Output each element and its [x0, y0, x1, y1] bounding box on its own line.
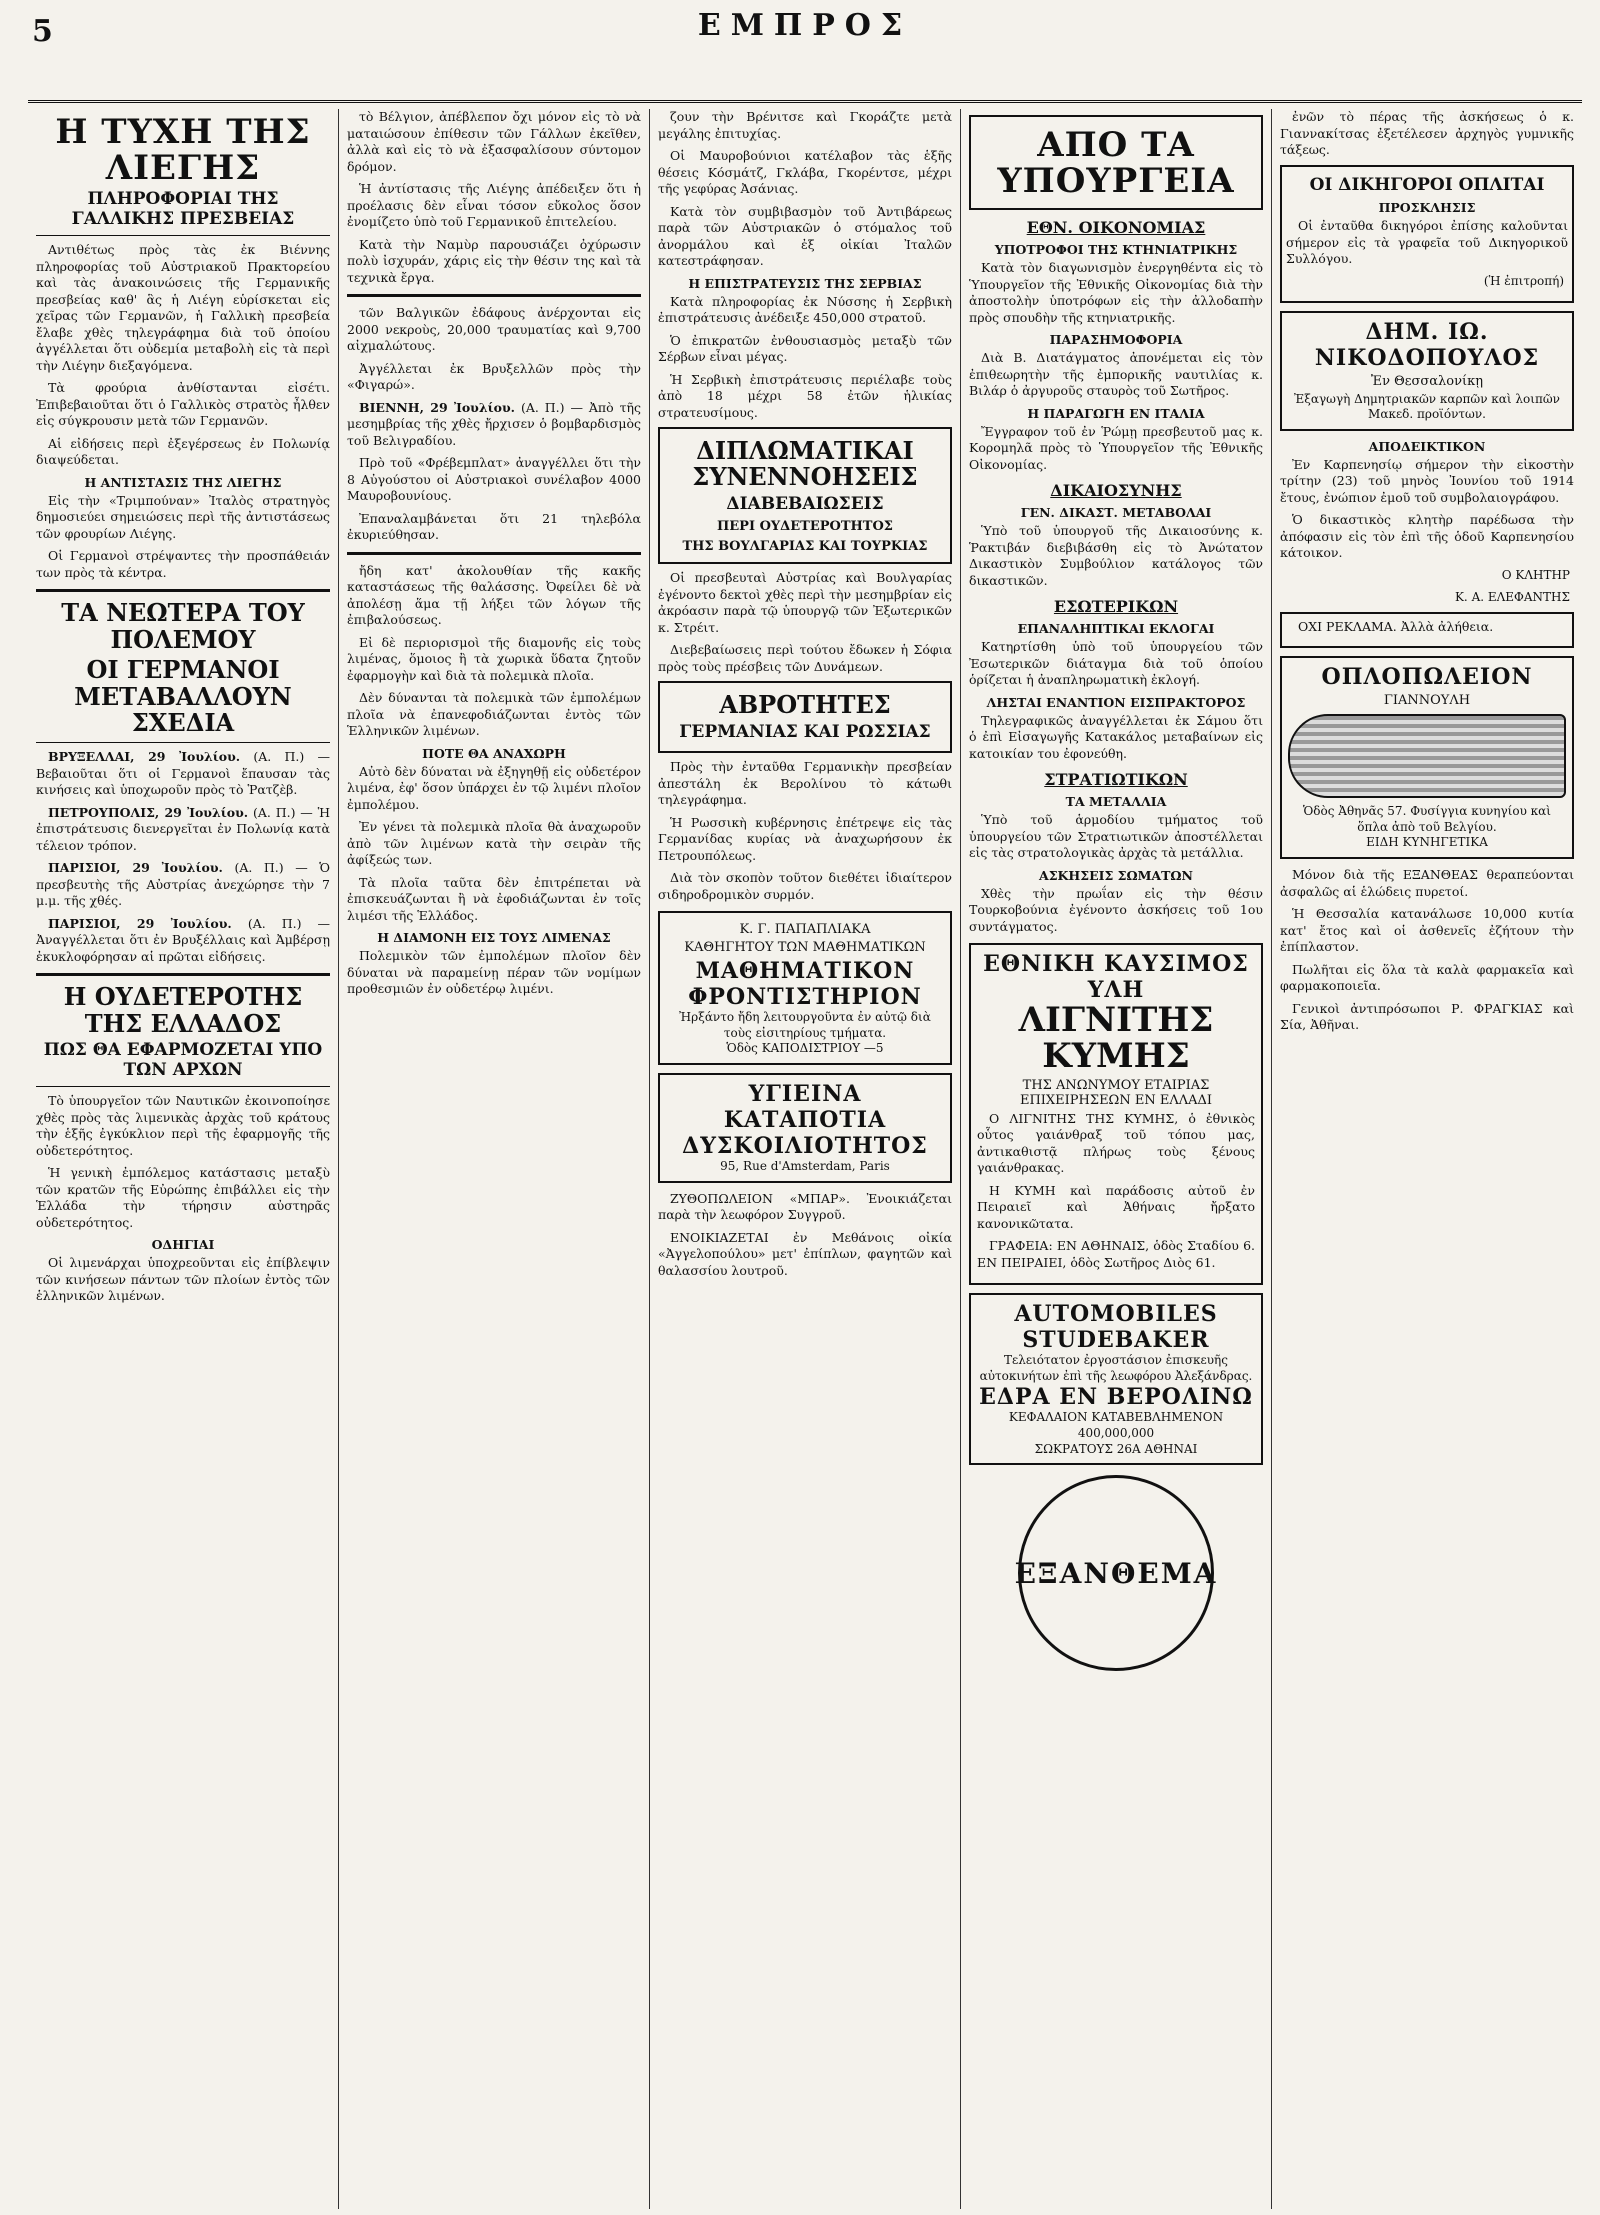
dateline: ΠΑΡΙΣΙΟΙ, 29 Ἰουλίου. [48, 915, 232, 931]
ad-sub: ΓΙΑΝΝΟΥΛΗ [1383, 693, 1471, 709]
headline-fate-of-liege: Η ΤΥΧΗ ΤΗΣ ΛΙΕΓΗΣ [55, 112, 311, 188]
ad-sub: ΤΗΣ ΑΝΩΝΥΜΟΥ ΕΤΑΙΡΙΑΣ ΕΠΙΧΕΙΡΗΣΕΩΝ ΕΝ ΕΛΛΑΔΙ [1019, 1077, 1213, 1108]
column-4 [961, 109, 1272, 2209]
ad-title: ΔΥΣΚΟΙΛΙΟΤΗΤΟΣ [682, 1133, 928, 1160]
section-label: ΕΣΩΤΕΡΙΚΩΝ [1053, 597, 1179, 617]
ad-address: Ὁδὸς ΚΑΠΟΔΙΣΤΡΙΟΥ —5 [726, 1041, 884, 1056]
article-text: Ἡ Θεσσαλία κατανάλωσε 10,000 κυτία κατ' ἔτος καὶ οἱ ἀσθενεῖς ἐζήτουν τὴν ἐπίπλαστον. [1280, 906, 1574, 955]
subsection-head: ΠΟΤΕ ΘΑ ΑΝΑΧΩΡΗ [422, 745, 566, 761]
dateline: ΠΑΡΙΣΙΟΙ, 29 Ἰουλίου. [48, 860, 223, 876]
ad-studebaker [969, 1293, 1263, 1465]
article-text: Ἡ ἀντίστασις τῆς Λιέγης ἀπέδειξεν ὅτι ἡ προέλασις δὲν εἶναι τόσον εὔκολος ὅσον ἐνομίζετο ὑπὸ τοῦ Γερμανικοῦ ἐπιτελείου. [347, 181, 641, 229]
article-text: ἤδη κατ' ἀκολουθίαν τῆς κακῆς καταστάσεως τῆς θαλάσσης. Ὀφείλει δὲ νὰ ἀπολέσῃ ἅμα τῇ λήξει τῶν λόγων τῆς ἐπιβαλούσεως. [347, 562, 641, 627]
article-text: Ὑπὸ τοῦ ὑπουργοῦ τῆς Δικαιοσύνης κ. Ῥακτιβάν διεβιβάσθη εἰς τὸ Ἀνώτατον Δικαστικὸν Συμβούλιον κατάλογος τῶν δικαστικῶν. [969, 523, 1263, 588]
subsection-head: ΟΔΗΓΙΑΙ [151, 1237, 215, 1253]
ad-title: AUTOMOBILES STUDEBAKER [1014, 1301, 1218, 1354]
ad-pills [658, 1073, 952, 1183]
article-text: Πρὸς τὴν ἐνταῦθα Γερμανικὴν πρεσβείαν ἀπεστάλη ἐκ Βερολίνου τὸ κάτωθι τηλεγράφημα. [658, 759, 952, 808]
article-text: Αντιθέτως πρὸς τὰς ἐκ Βιέννης πληροφορίας τοῦ Αὐστριακοῦ Πρακτορείου καὶ τὰς ἀνακοινώσεις τῆς Γερμανικῆς πρεσβείας καθ' ἃς ἡ Λιέγη εὑρίσκεται εἰς χεῖρας τῶν Γερμανῶν, ἡ Γαλλικὴ πρεσβεία ἔλαβε χθὲς τηλεγράφημα διὰ τοῦ ὁποίου ἀγγέλλεται ὅτι οὐδεμία μεταβολὴ εἰς τὰ περὶ τὴν Λιέγην διεξαγόμενα. [36, 242, 330, 373]
ad-foot: ΕΙΔΗ ΚΥΝΗΓΕΤΙΚΑ [1366, 835, 1488, 850]
article-text: Χθὲς τὴν πρωΐαν εἰς τὴν θέσιν Τουρκοβούνια ἐγένοντο ἀσκήσεις τοῦ 1ου συντάγματος. [969, 885, 1263, 934]
headline-greek-neutrality: Η ΟΥΔΕΤΕΡΟΤΗΣ ΤΗΣ ΕΛΛΑΔΟΣ [63, 982, 303, 1038]
article-text: Ὁ ἐπικρατῶν ἐνθουσιασμὸς μεταξὺ τῶν Σέρβων εἶναι μέγας. [658, 332, 952, 364]
notice-title: ΟΙ ΔΙΚΗΓΟΡΟΙ ΟΠΛΙΤΑΙ [1309, 174, 1545, 195]
subheadline: ΔΙΑΒΕΒΑΙΩΣΕΙΣ [726, 493, 884, 514]
notice-box [1280, 165, 1574, 303]
headline-courtesies: ΑΒΡΟΤΗΤΕΣ [719, 690, 891, 720]
headline-box [658, 681, 952, 753]
notice-sub: ΠΡΟΣΚΛΗΣΙΣ [1378, 200, 1476, 216]
notice-box [1280, 612, 1574, 649]
ad-sub: Ἐν Θεσσαλονίκῃ [1370, 373, 1484, 389]
classified: ΖΥΘΟΠΩΛΕΙΟΝ «ΜΠΑΡ». Ἐνοικιάζεται παρὰ τὴν λεωφόρον Συγγροῦ. [658, 1190, 952, 1223]
article-text: Οἱ πρεσβευταὶ Αὐστρίας καὶ Βουλγαρίας ἐγένοντο δεκτοὶ χθὲς περὶ τὴν μεσημβρίαν εἰς ἀκρόασιν παρὰ τῷ ὑπουργῷ τῶν Ἐξωτερικῶν κ. Στρέιτ. [658, 570, 952, 635]
ad-title: ΕΘΝΙΚΗ ΚΑΥΣΙΜΟΣ ΥΛΗ [983, 951, 1249, 1004]
ad-lignite [969, 943, 1263, 1285]
article-text: Ὁ δικαστικὸς κλητὴρ παρέδωσα τὴν ἀπόφασιν εἰς τὸν ἐπὶ τῆς ὁδοῦ Καρπενησίου κάτοικον. [1280, 512, 1574, 561]
article-text: Τὸ ὑπουργεῖον τῶν Ναυτικῶν ἐκοινοποίησε χθὲς πρὸς τὰς λιμενικὰς ἀρχὰς τοῦ κράτους τὴν ἑξῆς ἐγκύκλιον περὶ τῆς ἐφαρμογῆς τῆς οὐδετερότητος. [36, 1093, 330, 1158]
ad-title: ΕΔΡΑ ΕΝ ΒΕΡΟΛΙΝΩ [979, 1384, 1253, 1411]
subsection-head: ΑΣΚΗΣΕΙΣ ΣΩΜΑΤΩΝ [1039, 867, 1193, 883]
ad-title: ΦΡΟΝΤΙΣΤΗΡΙΟΝ [688, 984, 922, 1011]
dispatch: ΒΙΕΝΝΗ, 29 Ἰουλίου. (Α. Π.) — Ἀπὸ τῆς μεσημβρίας τῆς χθὲς ἤρχισεν ὁ βομβαρδισμὸς τοῦ Βελιγραδίου. [347, 399, 641, 448]
columns [28, 109, 1582, 2209]
subsection-head: Η ΔΙΑΜΟΝΗ ΕΙΣ ΤΟΥΣ ΛΙΜΕΝΑΣ [377, 930, 611, 945]
article-text: Οἱ Μαυροβούνιοι κατέλαβον τὰς ἑξῆς θέσεις Κόσμάτζ, Γκλάβα, Γκορέντσε, μέχρι τῆς γεφύρας Ἀσάνιας. [658, 148, 952, 196]
article-text: Ἔγγραφον τοῦ ἐν Ῥώμῃ πρεσβευτοῦ μας κ. Κορομηλᾶ πρὸς τὸ Ὑπουργεῖον τῆς Ἐθνικῆς Οἰκονομίας. [969, 423, 1263, 472]
article-text: Δὲν δύνανται τὰ πολεμικὰ τῶν ἐμπολέμων πλοῖα νὰ ἐπανεφοδιάζωνται ἐντὸς τῶν Ἑλληνικῶν λιμένων. [347, 690, 641, 738]
article-text: Αἱ εἰδήσεις περὶ ἐξεγέρσεως ἐν Πολωνίᾳ διαψεύδεται. [36, 435, 330, 468]
ad-text: Ο ΛΙΓΝΙΤΗΣ ΤΗΣ ΚΥΜΗΣ, ὁ ἐθνικὸς οὗτος γαιάνθραξ τοῦ τόπου μας, ἀντικαθιστᾷ πλήρως τοὺς ξένους γαιάνθρακας. [977, 1110, 1255, 1176]
ad-text: ΓΡΑΦΕΙΑ: ΕΝ ΑΘΗΝΑΙΣ, ὁδὸς Σταδίου 6. ΕΝ ΠΕΙΡΑΙΕΙ, ὁδὸς Σωτῆρος Διὸς 61. [977, 1238, 1255, 1270]
article-text: Κατὰ τὴν Ναμὺρ παρουσιάζει ὀχύρωσιν πολὺ ἰσχυράν, χάρις εἰς τὴν θέσιν της καὶ τὰ τεχνικὰ ἔργα. [347, 236, 641, 285]
headline-box [969, 115, 1263, 210]
article-text: Μόνον διὰ τῆς ΕΞΑΝΘΕΑΣ θεραπεύονται ἀσφαλῶς αἱ ἑλώδεις πυρετοί. [1280, 867, 1574, 899]
dispatch: ΠΕΤΡΟΥΠΟΛΙΣ, 29 Ἰουλίου. (Α. Π.) — Ἡ ἐπιστράτευσις διενεργεῖται ἐν Πολωνίᾳ κατὰ τέλειον τρόπον. [36, 804, 331, 853]
article-text: Κατηρτίσθη ὑπὸ τοῦ ὑπουργείου τῶν Ἐσωτερικῶν διάταγμα διὰ τοῦ ὁποίου ὁρίζεται ἡ ἀναπληρωματικὴ ἐκλογή. [969, 639, 1263, 688]
subsection-head: ΥΠΟΤΡΟΦΟΙ ΤΗΣ ΚΤΗΝΙΑΤΡΙΚΗΣ [994, 242, 1238, 258]
article-text: Ἡ Ρωσσικὴ κυβέρνησις ἐπέτρεψε εἰς τὰς Γερμανίδας κυρίας νὰ ἀναχωρήσουν ἐκ Πετρουπόλεως. [658, 814, 952, 863]
article-text: Ἐν Καρπενησίῳ σήμερον τὴν εἰκοστὴν τρίτην (23) τοῦ μηνὸς Ἰουνίου τοῦ 1914 ἔτους, ἐνώπιον ἐμοῦ τοῦ συμβολαιογράφου. [1280, 456, 1574, 505]
paper-name: ΕΜΠΡΟΣ [697, 8, 913, 43]
ad-text: ΚΕΦΑΛΑΙΟΝ ΚΑΤΑΒΕΒΛΗΜΕΝΟΝ 400,000,000 [1008, 1410, 1224, 1441]
subsection-head: Η ΠΑΡΑΓΩΓΗ ΕΝ ΙΤΑΛΙΑ [1027, 405, 1205, 421]
cartridge-icon [1288, 714, 1566, 798]
article-text: Τὰ πλοῖα ταῦτα δὲν ἐπιτρέπεται νὰ ἐπισκευάζωνται ἢ νὰ ἐφοδιάζωνται ἐν τοῖς λιμέσι τῆς Ἑλλάδος. [347, 874, 641, 923]
page-number: 5 [32, 14, 53, 49]
ad-text: Τελειότατον ἐργοστάσιον ἐπισκευῆς αὐτοκινήτων ἐπὶ τῆς λεωφόρου Ἀλεξάνδρας. [979, 1353, 1253, 1383]
article-text: Κατὰ τὸν διαγωνισμὸν ἐνεργηθέντα εἰς τὸ Ὑπουργεῖον τῆς Ἐθνικῆς Οἰκονομίας διὰ τὴν ἀποστολὴν ὑποτρόφων εἰς τὴν ἀλλοδαπὴν πρὸς σπουδὴν τῆς κτηνιατρικῆς. [969, 260, 1263, 325]
subsection-head: ΑΠΟΔΕΙΚΤΙΚΟΝ [1368, 438, 1486, 454]
column-2 [339, 109, 650, 2209]
dispatch: ΠΑΡΙΣΙΟΙ, 29 Ἰουλίου. (Α. Π.) — Ὁ πρεσβευτὴς τῆς Αὐστρίας ἀνεχώρησε τὴν 7 μ.μ. τῆς χθές. [36, 860, 331, 909]
article-text: ζουν τὴν Βρένιτσε καὶ Γκοράζτε μετὰ μεγάλης ἐπιτυχίας. [658, 109, 952, 141]
ad-title-big: ΛΙΓΝΙΤΗΣ ΚΥΜΗΣ [1018, 1000, 1214, 1077]
ad-nikodopoulos [1280, 311, 1574, 431]
exanthea-seal [1014, 1475, 1218, 1671]
subsection-head: ΠΑΡΑΣΗΜΟΦΟΡΙΑ [1049, 332, 1183, 348]
article-text: Εἰς τὴν «Τριμπούναν» Ἰταλὸς στρατηγὸς δημοσιεύει σημειώσεις περὶ τῆς ἀντιστάσεως τῶν φρουρίων Λιέγης. [36, 492, 330, 541]
subsection-head: ΕΠΑΝΑΛΗΠΤΙΚΑΙ ΕΚΛΟΓΑΙ [1017, 621, 1215, 637]
article-text: Διεβεβαίωσεις περὶ τούτου ἔδωκεν ἡ Σόφια πρὸς τοὺς πρέσβεις τῶν Δυνάμεων. [658, 642, 952, 674]
article-text: Οἱ Γερμανοὶ στρέψαντες τὴν προσπάθειάν των πρὸς τὰ κέντρα. [36, 548, 330, 580]
section-label: ΕΘΝ. ΟΙΚΟΝΟΜΙΑΣ [1026, 218, 1206, 238]
dispatch: ΠΑΡΙΣΙΟΙ, 29 Ἰουλίου. (Α. Π.) — Ἀναγγέλλεται ὅτι ἐν Βρυξέλλαις καὶ Ἀμβέρσῃ ἐκυκλοφόρησαν αἱ πρῶται εἰδήσεις. [36, 915, 330, 964]
notice-sign: (Ἡ ἐπιτροπή) [1483, 273, 1564, 288]
article-text: Ἐν γένει τὰ πολεμικὰ πλοῖα θὰ ἀναχωροῦν ἀπὸ τῶν λιμένων κατὰ τὴν σειρὰν τῆς ἀφίξεώς των. [347, 819, 641, 867]
ad-sub: ΚΑΘΗΓΗΤΟΥ ΤΩΝ ΜΑΘΗΜΑΤΙΚΩΝ [684, 940, 926, 956]
subheadline-authorities: ΠΩΣ ΘΑ ΕΦΑΡΜΟΖΕΤΑΙ ΥΠΟ ΤΩΝ ΑΡΧΩΝ [43, 1040, 323, 1080]
subsection-head: Η ΑΝΤΙΣΤΑΣΙΣ ΤΗΣ ΛΙΕΓΗΣ [84, 474, 282, 490]
column-5 [1272, 109, 1582, 2209]
seal-text: ΕΞΑΝΘΕΜΑ [1014, 1556, 1218, 1590]
article-text: Διὰ Β. Διατάγματος ἀπονέμεται εἰς τὸν ἐπιθεωρητὴν τῆς ἐμπορικῆς ναυτιλίας κ. Βιλάρ ὁ ἀργυροῦς σταυρὸς τοῦ Σωτῆρος. [969, 350, 1263, 399]
ad-title: ΥΓΙΕΙΝΑ ΚΑΤΑΠΟΤΙΑ [723, 1081, 887, 1134]
ad-address: ΣΩΚΡΑΤΟΥΣ 26Α ΑΘΗΝΑΙ [1034, 1441, 1198, 1456]
article-text: Γενικοὶ ἀντιπρόσωποι Ρ. ΦΡΑΓΚΙΑΣ καὶ Σία, Ἀθῆναι. [1280, 1000, 1574, 1033]
article-text: Πωλῆται εἰς ὅλα τὰ καλὰ φαρμακεῖα καὶ φαρμακοποιεῖα. [1280, 961, 1574, 994]
dateline: ΒΙΕΝΝΗ, 29 Ἰουλίου. [359, 399, 516, 415]
article-text: Κατὰ τὸν συμβιβασμὸν τοῦ Ἀντιβάρεως παρὰ τῶν Αὐστριακῶν ὁ στόμαλος τοῦ ἀνορμάλου καὶ ἐξ οἰκίαι Ἰταλῶν κατεστράφησαν. [658, 203, 952, 268]
masthead [28, 8, 1582, 103]
article-text: Τηλεγραφικῶς ἀναγγέλλεται ἐκ Σάμου ὅτι ὁ ἐπὶ Εἰσαγωγῆς Κατακάλος μεταβαίνων εἰς κατοικίαν του ἐφονεύθη. [969, 712, 1263, 761]
classified: ΕΝΟΙΚΙΑΖΕΤΑΙ ἐν Μεθάνοις οἰκία «Ἀγγελοπούλου» μετ' ἐπίπλων, φαγητῶν καὶ θαλασσίου λουτροῦ. [658, 1229, 952, 1278]
ad-math-tutoring [658, 911, 952, 1065]
ad-text: Ἠρξάντο ἤδη λειτουργοῦντα ἐν αὐτῷ διὰ τοὺς εἰσιτηρίους τμήματα. [679, 1010, 931, 1040]
subheadline: ΓΕΡΜΑΝΙΑΣ ΚΑΙ ΡΩΣΣΙΑΣ [679, 721, 931, 742]
article-text: Πολεμικὸν τῶν ἐμπολέμων πλοῖον δὲν δύναται νὰ παραμείνῃ πέραν τῶν νομίμων προθεσμιῶν ἐν οὐδετέρῳ λιμένι. [347, 948, 641, 996]
article-text: Οἱ λιμενάρχαι ὑποχρεοῦνται εἰς ἐπίβλεψιν τῶν κινήσεων πάντων τῶν πλοίων ἐντὸς τῶν ἑλληνικῶν λιμένων. [36, 1255, 330, 1304]
signature: Ο ΚΛΗΤΗΡ [1501, 567, 1570, 582]
ad-text: Ὁδὸς Ἀθηνᾶς 57. Φυσίγγια κυνηγίου καὶ ὅπλα ἀπὸ τοῦ Βελγίου. [1302, 804, 1551, 834]
headline-box [658, 427, 952, 564]
dateline: ΒΡΥΞΕΛΛΑΙ, 29 Ἰουλίου. [48, 749, 241, 765]
article-text: τὸ Βέλγιον, ἀπέβλεπον ὄχι μόνον εἰς τὸ νὰ ματαιώσουν ἐπίθεσιν τῶν Γάλλων ἐκεῖθεν, ἀλλὰ καὶ εἰς τὸ νὰ ἐξασφαλίσουν σύντομον δρόμον. [347, 109, 641, 174]
article-text: Πρὸ τοῦ «Φρέβεμπλατ» ἀναγγέλλει ὅτι τὴν 8 Αὐγούστου οἱ Αὐστριακοὶ συνέλαβον 4000 Μαυροβουνίους. [347, 455, 641, 503]
article-text: Κατὰ πληροφορίας ἐκ Νύσσης ἡ Σερβικὴ ἐπιστράτευσις ἀνέδειξε 450,000 στρατοῦ. [658, 293, 952, 325]
dispatch: ΒΡΥΞΕΛΛΑΙ, 29 Ἰουλίου. (Α. Π.) — Βεβαιοῦται ὅτι οἱ Γερμανοὶ ἔπαυσαν τὰς κινήσεις καὶ ὑποχωροῦν πρὸς τὸ Ῥατζὲβ. [36, 749, 330, 798]
ad-title: ΔΗΜ. ΙΩ. ΝΙΚΟΔΟΠΟΥΛΟΣ [1314, 318, 1540, 371]
article-text: Ἐπαναλαμβάνεται ὅτι 21 τηλεβόλα ἐκυριεύθησαν. [347, 510, 641, 542]
headline-diplomatic: ΔΙΠΛΩΜΑΤΙΚΑΙ ΣΥΝΕΝΝΟΗΣΕΙΣ [692, 436, 918, 492]
notice-text: Οἱ ἐνταῦθα δικηγόροι ἐπίσης καλοῦνται σήμερον εἰς τὰ γραφεῖα τοῦ Δικηγορικοῦ Συλλόγου. [1286, 218, 1568, 267]
subheadline: ΤΗΣ ΒΟΥΛΓΑΡΙΑΣ ΚΑΙ ΤΟΥΡΚΙΑΣ [682, 539, 928, 555]
headline-war-news: ΤΑ ΝΕΩΤΕΡΑ ΤΟΥ ΠΟΛΕΜΟΥ [61, 598, 305, 654]
ad-address: 95, Rue d'Amsterdam, Paris [720, 1159, 890, 1174]
article-text: Τὰ φρούρια ἀνθίστανται εἰσέτι. Ἐπιβεβαιοῦται ὅτι ὁ Γαλλικὸς στρατὸς ἦλθεν εἰς σύγκρουσιν μετὰ τῶν Γερμανῶν. [36, 380, 330, 429]
article-text: Εἰ δὲ περιορισμοὶ τῆς διαμονῆς εἰς τοὺς λιμένας, ὅμοιος ἢ τὰ χωρικὰ ὕδατα ζητοῦν ἐφαρμογὴν καὶ διὰ τὰ πολεμικὰ πλοῖα. [347, 634, 641, 683]
ad-gunshop [1280, 656, 1574, 859]
headline-germans-change-plans: ΟΙ ΓΕΡΜΑΝΟΙ ΜΕΤΑΒΑΛΛΟΥΝ ΣΧΕΔΙΑ [74, 655, 292, 738]
article-text: Ὑπὸ τοῦ ἁρμοδίου τμήματος τοῦ ὑπουργείου τῶν Στρατιωτικῶν ἀποστέλλεται εἰς τὰς στρατολογικὰς ἀρχὰς τὰ μετάλλια. [969, 812, 1263, 861]
notice-text: ΟΧΙ ΡΕΚΛΑΜΑ. Ἀλλὰ ἀλήθεια. [1298, 618, 1494, 634]
article-text: Ἡ Σερβικὴ ἐπιστράτευσις περιέλαβε τοὺς ἀπὸ 18 μέχρι 58 ἐτῶν ἡλικίας στρατευσίμους. [658, 371, 952, 420]
subsection-head: Η ΕΠΙΣΤΡΑΤΕΥΣΙΣ ΤΗΣ ΣΕΡΒΙΑΣ [688, 275, 922, 291]
dateline: ΠΕΤΡΟΥΠΟΛΙΣ, 29 Ἰουλίου. [48, 804, 249, 820]
article-text: Ἀγγέλλεται ἐκ Βρυξελλῶν πρὸς τὴν «Φιγαρώ». [347, 360, 641, 392]
subsection-head: ΓΕΝ. ΔΙΚΑΣΤ. ΜΕΤΑΒΟΛΑΙ [1020, 505, 1212, 521]
headline-ministries: ΑΠΟ ΤΑ ΥΠΟΥΡΓΕΙΑ [997, 125, 1235, 201]
ad-name: Κ. Γ. ΠΑΠΑΠΛΙΑΚΑ [739, 922, 871, 938]
subsection-head: ΤΑ ΜΕΤΑΛΛΙΑ [1065, 794, 1167, 810]
subheadline-french-embassy: ΠΛΗΡΟΦΟΡΙΑΙ ΤΗΣ ΓΑΛΛΙΚΗΣ ΠΡΕΣΒΕΙΑΣ [71, 189, 295, 229]
article-text: τῶν Βαλγικῶν ἐδάφους ἀνέρχονται εἰς 2000 νεκροὺς, 20,000 τραυματίας καὶ 9,700 αἰχμαλώτους. [347, 305, 641, 353]
article-text: Αὐτὸ δὲν δύναται νὰ ἐξηγηθῇ εἰς οὐδετέρον λιμένα, ἐφ' ὅσον ὑπάρχει ἐν τῷ λιμένι πλοῖον ἐμπολέμου. [347, 763, 641, 812]
ad-text: Η ΚΥΜΗ καὶ παράδοσις αὐτοῦ ἐν Πειραιεῖ καὶ Ἀθήναις ἤρξατο κανονικῶτατα. [977, 1182, 1255, 1231]
article-text: Διὰ τὸν σκοπὸν τοῦτον διεθέτει ἰδιαίτερον σιδηροδρομικὸν συρμόν. [658, 870, 952, 902]
article-text: ἐνῶν τὸ πέρας τῆς ἀσκήσεως ὁ κ. Γιαννακίτσας ἐξετέλεσεν ἀρχηγὸς γυμνικῆς τάξεως. [1280, 109, 1574, 157]
subheadline: ΠΕΡΙ ΟΥΔΕΤΕΡΟΤΗΤΟΣ [717, 519, 893, 535]
ad-title: ΟΠΛΟΠΩΛΕΙΟΝ [1321, 664, 1533, 691]
subsection-head: ΛΗΣΤΑΙ ΕΝΑΝΤΙΟΝ ΕΙΣΠΡΑΚΤΟΡΟΣ [986, 694, 1246, 710]
section-label: ΣΤΡΑΤΙΩΤΙΚΩΝ [1044, 770, 1188, 790]
column-1 [28, 109, 339, 2209]
section-label: ΔΙΚΑΙΟΣΥΝΗΣ [1050, 481, 1182, 501]
ad-title: ΜΑΘΗΜΑΤΙΚΟΝ [695, 958, 915, 985]
article-text: Ἡ γενικὴ ἐμπόλεμος κατάστασις μεταξὺ τῶν κρατῶν τῆς Εὐρώπης ἐπιβάλλει εἰς τὴν Ἑλλάδα τὴν τήρησιν αὐστηρᾶς οὐδετερότητος. [36, 1165, 330, 1230]
ad-text: Ἐξαγωγὴ Δημητριακῶν καρπῶν καὶ λοιπῶν Μακεδ. προϊόντων. [1294, 391, 1560, 422]
signature-name: Κ. Α. ΕΛΕΦΑΝΤΗΣ [1454, 589, 1570, 604]
column-3 [650, 109, 961, 2209]
